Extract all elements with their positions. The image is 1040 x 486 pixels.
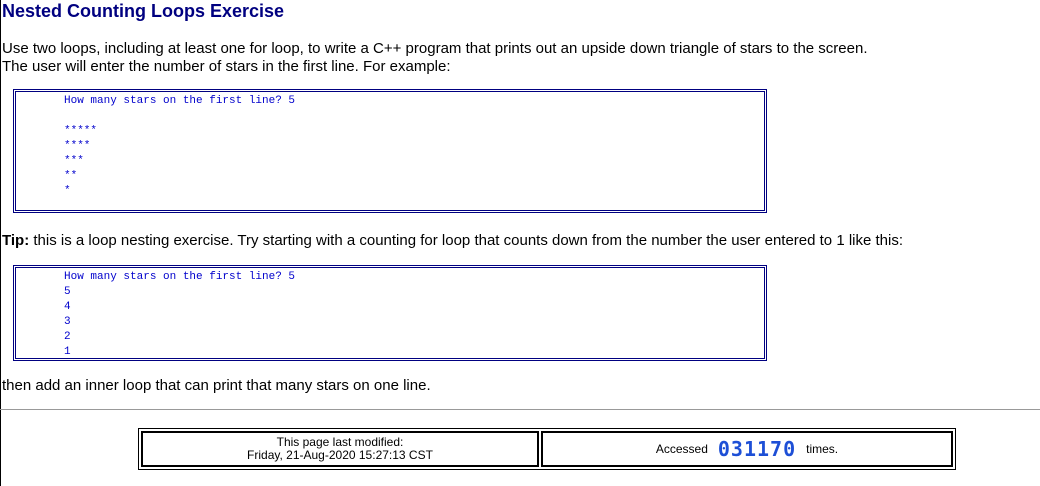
last-modified-label: This page last modified: — [276, 435, 404, 449]
code-line: 1 — [64, 346, 71, 358]
code-line: ***** — [64, 125, 98, 137]
code-line: **** — [64, 140, 91, 152]
tip-label: Tip: — [2, 232, 30, 249]
code-line: 2 — [64, 331, 71, 343]
code-line — [64, 109, 764, 124]
code-line: * — [64, 185, 71, 197]
example-output-countdown — [13, 265, 767, 361]
code-line: ** — [64, 170, 78, 182]
last-modified-date: Friday, 21-Aug-2020 15:27:13 CST — [247, 448, 433, 462]
hit-counter: 031170 — [717, 437, 797, 461]
horizontal-rule — [0, 409, 1040, 410]
code-line: How many stars on the first line? 5 — [64, 95, 296, 107]
page-footer — [138, 428, 956, 470]
code-line: 4 — [64, 301, 71, 313]
example-output-triangle — [13, 89, 767, 213]
last-modified-cell — [141, 431, 539, 467]
outro-paragraph: then add an inner loop that can print that many stars on one line. — [2, 377, 431, 394]
code-line: How many stars on the first line? 5 — [64, 271, 296, 283]
accessed-label: Accessed — [655, 442, 708, 456]
tip-paragraph — [2, 232, 903, 250]
access-counter-cell — [541, 431, 953, 467]
intro-line-2: The user will enter the number of stars in the first line. For example: — [2, 58, 451, 75]
code-line: *** — [64, 155, 84, 167]
code-line: 3 — [64, 316, 71, 328]
left-border — [0, 0, 1, 486]
times-label: times. — [806, 442, 839, 456]
code-line: 5 — [64, 286, 71, 298]
intro-line-1: Use two loops, including at least one for loop, to write a C++ program that prints out an upside down triangle of stars to the screen. — [2, 40, 868, 57]
page-title: Nested Counting Loops Exercise — [2, 1, 285, 21]
tip-text: this is a loop nesting exercise. Try starting with a counting for loop that counts down from the number the user entered to 1 like this: — [29, 232, 904, 249]
